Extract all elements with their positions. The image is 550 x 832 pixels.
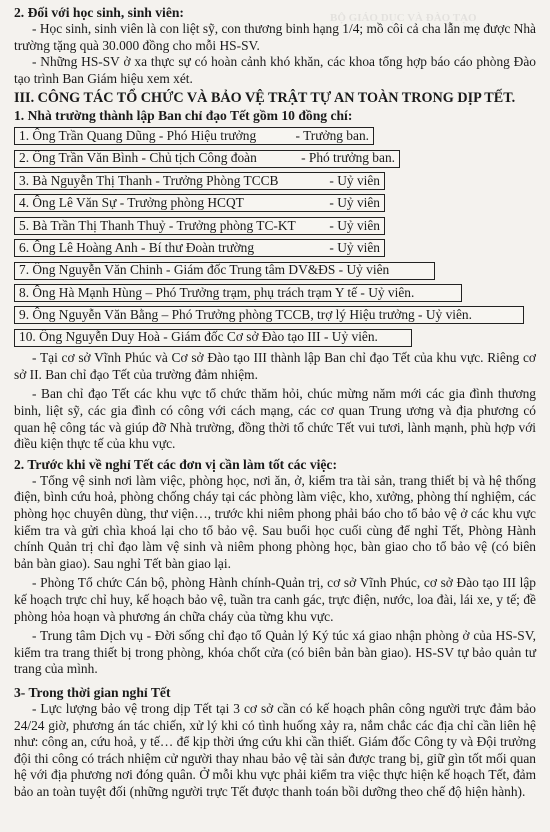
committee-member-box bbox=[14, 150, 400, 168]
committee-member-row bbox=[14, 238, 536, 258]
committee-member-box bbox=[14, 217, 385, 235]
member-role: - Uỷ viên bbox=[329, 217, 380, 233]
committee-member-box bbox=[14, 306, 524, 324]
member-name: 5. Bà Trần Thị Thanh Thuỷ - Trưởng phòng TC-KT bbox=[19, 217, 296, 233]
committee-member-box bbox=[14, 329, 412, 347]
paragraph-student-gifts: - Học sinh, sinh viên là con liệt sỹ, con thương binh hạng 1/4; mồ côi cả cha lẫn mẹ được Nhà trường tặng quà 30.000 đồng cho mỗi HS-SV. bbox=[14, 21, 536, 53]
member-name: 10. Ông Nguyễn Duy Hoà - Giám đốc Cơ sở Đào tạo III - Uỷ viên. bbox=[19, 329, 378, 345]
member-name: 6. Ông Lê Hoàng Anh - Bí thư Đoàn trường bbox=[19, 239, 255, 255]
member-role: - Uỷ viên bbox=[329, 195, 380, 211]
subheading-during-holiday: 3- Trong thời gian nghỉ Tết bbox=[14, 684, 171, 700]
committee-member-row bbox=[14, 283, 536, 303]
section-heading-students: 2. Đối với học sinh, sinh viên: bbox=[14, 5, 184, 20]
committee-member-row bbox=[14, 126, 536, 146]
paragraph-general-cleaning: - Tổng vệ sinh nơi làm việc, phòng học, nơi ăn, ở, kiểm tra tài sản, trang thiết bị và hệ thống điện, bình cứu hoả, phòng chống cháy tại các phòng làm việc, kho, xưởng, phòng thí nghiệm, các phòng học chuyên dùng, thư viện…, trước khi niêm phong phải báo cho tổ bảo vệ ở các khu vực kiểm tra và gửi chìa khoá lại cho tổ bảo vệ. Sau buổi học cuối cùng để nghỉ Tết, Phòng Hành chính Quản trị chỉ đạo làm vệ sinh và niêm phong phòng học, bàn giao cho tổ bảo vệ (có biên bản bàn giao). Sau nghỉ Tết bàn giao lại. bbox=[14, 472, 536, 571]
section-heading-security: III. CÔNG TÁC TỔ CHỨC VÀ BẢO VỆ TRẬT TỰ AN TOÀN TRONG DỊP TẾT. bbox=[14, 90, 516, 107]
committee-member-row bbox=[14, 306, 536, 326]
member-name: 7. Ông Nguyễn Văn Chinh - Giám đốc Trung tâm DV&ĐS - Uỷ viên bbox=[19, 262, 390, 278]
member-role: - Uỷ viên bbox=[329, 239, 380, 255]
committee-member-row bbox=[14, 194, 536, 214]
committee-member-box bbox=[14, 172, 385, 190]
member-role: - Uỷ viên bbox=[329, 172, 380, 188]
committee-member-box bbox=[14, 127, 374, 145]
subheading-steering-committee: 1. Nhà trường thành lập Ban chỉ đạo Tết gồm 10 đồng chí: bbox=[14, 108, 353, 124]
member-name: 4. Ông Lê Văn Sự - Trưởng phòng HCQT bbox=[19, 195, 244, 211]
member-name: 3. Bà Nguyễn Thị Thanh - Trưởng Phòng TCCB bbox=[19, 172, 279, 188]
committee-member-row bbox=[14, 216, 536, 236]
committee-member-row bbox=[14, 149, 536, 169]
member-role: - Trưởng ban. bbox=[295, 127, 369, 143]
member-name: 8. Ông Hà Mạnh Hùng – Phó Trưởng trạm, phụ trách trạm Y tế - Uỷ viên. bbox=[19, 284, 415, 300]
committee-member-box bbox=[14, 239, 385, 257]
paragraph-duty-plans: - Phòng Tổ chức Cán bộ, phòng Hành chính-Quản trị, cơ sở Vĩnh Phúc, cơ sở Đào tạo III lập kế hoạch trực chỉ huy, kế hoạch bảo vệ, tuần tra canh gác, trực điện, nước, loa đài, lái xe, y tế; đề phòng hỏa hoạn và phương án chữa cháy của từng khu vực. bbox=[14, 575, 536, 624]
paragraph-hardship-students: - Những HS-SV ở xa thực sự có hoàn cảnh khó khăn, các khoa tổng hợp báo cáo phòng Đào tạo trình Ban Giám hiệu xem xét. bbox=[14, 54, 536, 86]
subheading-before-holiday: 2. Trước khi về nghỉ Tết các đơn vị cần làm tốt các việc: bbox=[14, 456, 337, 472]
committee-member-box bbox=[14, 284, 462, 302]
member-name: 2. Ông Trần Văn Bình - Chủ tịch Công đoàn bbox=[19, 150, 257, 166]
committee-member-row bbox=[14, 328, 536, 348]
paragraph-dormitory-handover: - Trung tâm Dịch vụ - Đời sống chỉ đạo tổ Quản lý Ký túc xá giao nhận phòng ở của HS-SV, kiểm tra trang thiết bị trong phòng, khóa chốt cửa (có biên bản bàn giao). HS-SV tự bảo quản tư trang của mình. bbox=[14, 628, 536, 677]
bleed-through-text: BỘ GIÁO DỤC VÀ ĐÀO TẠO bbox=[330, 12, 477, 24]
member-role: - Phó trưởng ban. bbox=[301, 150, 395, 166]
committee-member-box bbox=[14, 194, 385, 212]
committee-member-row bbox=[14, 171, 536, 191]
committee-member-row bbox=[14, 261, 536, 281]
committee-member-list bbox=[14, 126, 536, 347]
paragraph-security-forces: - Lực lượng bảo vệ trong dịp Tết tại 3 cơ sở cần có kế hoạch phân công người trực đảm bảo 24/24 giờ, phương án tác chiến, xử lý khi có tình huống xảy ra, nắm chắc các địa chỉ cần liên hệ như: công an, cứu hoả, y tế… để kịp thời ứng cứu khi cần thiết. Giám đốc Công ty và Đội trưởng đội thi công có trách nhiệm cử người thay nhau bảo vệ tài sản được trang bị, giữ gìn tốt mối quan hệ với địa phương nơi đóng quân. Ở mỗi khu vực phải kiểm tra việc thực hiện kế hoạch Tết, đảm bảo an toàn tuyệt đối (những người trực Tết được thanh toán bồi dưỡng theo chế độ hiện hành). bbox=[14, 700, 536, 799]
member-name: 9. Ông Nguyễn Văn Bằng – Phó Trưởng phòng TCCB, trợ lý Hiệu trưởng - Uỷ viên. bbox=[19, 307, 472, 323]
member-name: 1. Ông Trần Quang Dũng - Phó Hiệu trưởng bbox=[19, 127, 257, 143]
paragraph-committee-visits: - Ban chỉ đạo Tết các khu vực tổ chức thăm hỏi, chúc mừng năm mới các gia đình thương binh, liệt sỹ, các gia đình có công với cách mạng, các cơ quan Trung ương và địa phương có quan hệ công tác và giúp đỡ Nhà trường, đồng thời tổ chức Tết vui tươi, lành mạnh, phù hợp với điều kiện thực tế của khu vực. bbox=[14, 386, 536, 452]
committee-member-box bbox=[14, 262, 435, 280]
paragraph-regional-committees: - Tại cơ sở Vĩnh Phúc và Cơ sở Đào tạo III thành lập Ban chỉ đạo Tết của khu vực. Riêng cơ sở II. Ban chỉ đạo Tết của trường đảm nhiệm. bbox=[14, 350, 536, 382]
